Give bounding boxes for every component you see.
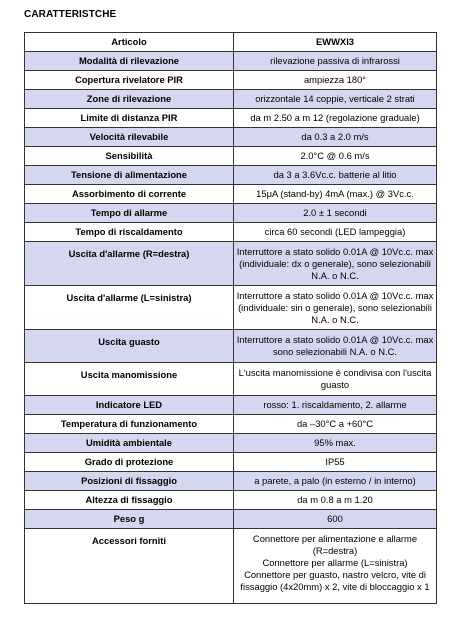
- table-row: [25, 472, 437, 491]
- row-label: Uscita d'allarme (L=sinistra): [25, 286, 234, 330]
- accessory-line: Connettore per guasto, nastro velcro, vite di fissaggio (4x20mm) x 2, vite di bloccaggio x 1: [240, 569, 430, 592]
- table-row: [25, 242, 437, 286]
- row-value: a parete, a palo (in esterno / in interno): [234, 472, 437, 491]
- row-value: da 0.3 a 2.0 m/s: [234, 128, 437, 147]
- row-value: 600: [234, 510, 437, 529]
- row-value: Interruttore a stato solido 0.01A @ 10Vc.c. max (individuale: sin o generale), sono selezionabili N.A. o N.C.: [234, 286, 437, 330]
- table-row: [25, 71, 437, 90]
- row-label: Tempo di allarme: [25, 204, 234, 223]
- row-label: Tempo di riscaldamento: [25, 223, 234, 242]
- row-value: 95% max.: [234, 434, 437, 453]
- table-row: [25, 109, 437, 128]
- row-label: Posizioni di fissaggio: [25, 472, 234, 491]
- row-label: Grado di protezione: [25, 453, 234, 472]
- page-heading: CARATTERISTCHE: [24, 9, 117, 20]
- row-value: circa 60 secondi (LED lampeggia): [234, 223, 437, 242]
- row-value: rilevazione passiva di infrarossi: [234, 52, 437, 71]
- row-label: Uscita d'allarme (R=destra): [25, 242, 234, 286]
- row-label: Indicatore LED: [25, 396, 234, 415]
- table-row: [25, 510, 437, 529]
- table-row: [25, 396, 437, 415]
- header-label-cell: Articolo: [25, 33, 234, 52]
- table-row: [25, 491, 437, 510]
- table-row: [25, 330, 437, 363]
- row-value: 2.0°C @ 0.6 m/s: [234, 147, 437, 166]
- row-value: Interruttore a stato solido 0.01A @ 10Vc.c. max (individuale: dx o generale), sono selezionabili N.A. o N.C.: [234, 242, 437, 286]
- row-label: Modalità di rilevazione: [25, 52, 234, 71]
- row-label: Peso g: [25, 510, 234, 529]
- row-label: Velocità rilevabile: [25, 128, 234, 147]
- table-row: [25, 52, 437, 71]
- specifications-table: [24, 32, 437, 604]
- row-value: orizzontale 14 coppie, verticale 2 strati: [234, 90, 437, 109]
- row-value: [234, 529, 437, 604]
- row-value: da m 0.8 a m 1.20: [234, 491, 437, 510]
- table-row: [25, 415, 437, 434]
- table-row: [25, 453, 437, 472]
- table-row: [25, 90, 437, 109]
- row-label: Accessori forniti: [25, 529, 234, 604]
- row-label: Zone di rilevazione: [25, 90, 234, 109]
- table-header-row: [25, 33, 437, 52]
- row-value: Interruttore a stato solido 0.01A @ 10Vc.c. max sono selezionabili N.A. o N.C.: [234, 330, 437, 363]
- row-label: Uscita guasto: [25, 330, 234, 363]
- row-label: Umidità ambientale: [25, 434, 234, 453]
- row-value: da m 2.50 a m 12 (regolazione graduale): [234, 109, 437, 128]
- row-value: ampiezza 180°: [234, 71, 437, 90]
- table-row: [25, 286, 437, 330]
- table-row: [25, 434, 437, 453]
- row-label: Uscita manomissione: [25, 363, 234, 396]
- row-label: Copertura rivelatore PIR: [25, 71, 234, 90]
- row-label: Limite di distanza PIR: [25, 109, 234, 128]
- table-row: [25, 185, 437, 204]
- table-row: [25, 128, 437, 147]
- row-label: Sensibilità: [25, 147, 234, 166]
- table-row: [25, 147, 437, 166]
- row-label: Temperatura di funzionamento: [25, 415, 234, 434]
- table-row: [25, 363, 437, 396]
- accessory-line: Connettore per allarme (L=sinistra): [262, 557, 408, 568]
- row-label: Assorbimento di corrente: [25, 185, 234, 204]
- row-value: 15μA (stand-by) 4mA (max.) @ 3Vc.c.: [234, 185, 437, 204]
- header-value-cell: EWWXI3: [234, 33, 437, 52]
- table-row: [25, 223, 437, 242]
- table-row: [25, 166, 437, 185]
- row-value: rosso: 1. riscaldamento, 2. allarme: [234, 396, 437, 415]
- row-value: 2.0 ± 1 secondi: [234, 204, 437, 223]
- table-row: [25, 529, 437, 604]
- accessory-line: Connettore per alimentazione e allarme (R=destra): [252, 533, 418, 556]
- row-value: da 3 a 3.6Vc.c. batterie al litio: [234, 166, 437, 185]
- row-value: da –30°C a +60°C: [234, 415, 437, 434]
- table-row: [25, 204, 437, 223]
- row-label: Tensione di alimentazione: [25, 166, 234, 185]
- row-value: IP55: [234, 453, 437, 472]
- row-value: L'uscita manomissione è condivisa con l'uscita guasto: [234, 363, 437, 396]
- row-label: Altezza di fissaggio: [25, 491, 234, 510]
